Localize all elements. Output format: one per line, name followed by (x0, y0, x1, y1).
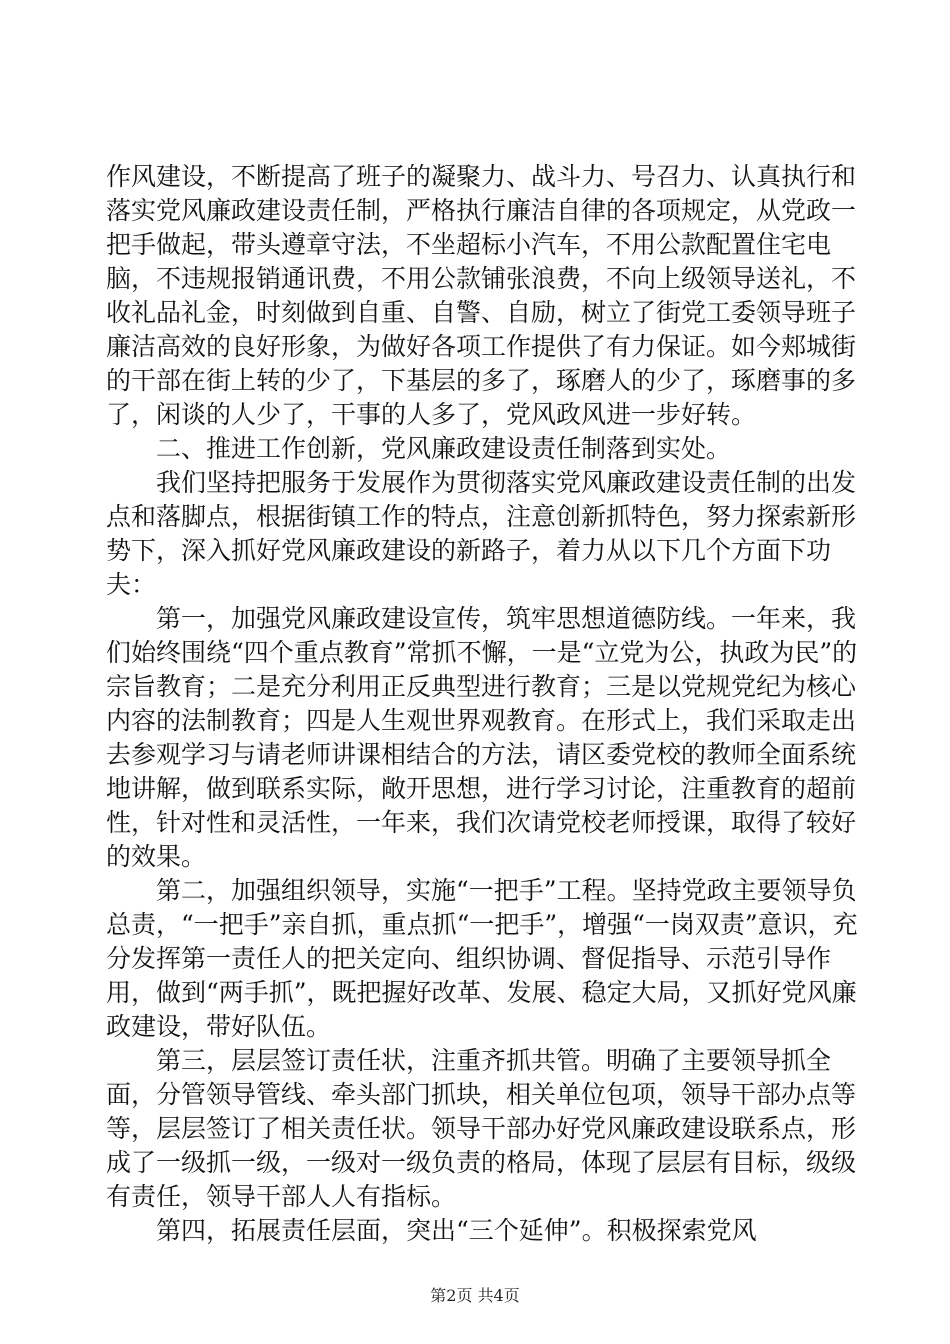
paragraph: 我们坚持把服务于发展作为贯彻落实党风廉政建设责任制的出发点和落脚点，根据街镇工作的特点，注意创新抓特色，努力探索新形势下，深入抓好党风廉政建设的新路子，着力从以下几个方面下功夫： (106, 468, 857, 599)
section-heading: 二、推进工作创新，党风廉政建设责任制落到实处。 (156, 434, 732, 463)
page-number: 第2页 共4页 (430, 1286, 520, 1305)
paragraph: 第一，加强党风廉政建设宣传，筑牢思想道德防线。一年来，我们始终围绕“四个重点教育”常抓不懈，一是“立党为公，执政为民”的宗旨教育；二是充分利用正反典型进行教育；三是以党规党纪为核心内容的法制教育；四是人生观世界观教育。在形式上，我们采取走出去参观学习与请老师讲课相结合的方法，请区委党校的教师全面系统地讲解，做到联系实际，敞开思想，进行学习讨论，注重教育的超前性，针对性和灵活性，一年来，我们次请党校老师授课，取得了较好的效果。 (106, 604, 858, 871)
paragraph-truncated: 第四，拓展责任层面，突出“三个延伸”。积极探索党风 (156, 1216, 757, 1245)
paragraph: 第二，加强组织领导，实施“一把手”工程。坚持党政主要领导负总责，“一把手”亲自抓，重点抓“一把手”，增强“一岗双责”意识，充分发挥第一责任人的把关定向、组织协调、督促指导、示范引导作用，做到“两手抓”，既把握好改革、发展、稳定大局，又抓好党风廉政建设，带好队伍。 (106, 876, 858, 1041)
paragraph-continued: 作风建设，不断提高了班子的凝聚力、战斗力、号召力、认真执行和落实党风廉政建设责任制，严格执行廉洁自律的各项规定，从党政一把手做起，带头遵章守法，不坐超标小汽车，不用公款配置住宅电脑，不违规报销通讯费，不用公款铺张浪费，不向上级领导送礼，不收礼品礼金，时刻做到自重、自警、自励，树立了街党工委领导班子廉洁高效的良好形象，为做好各项工作提供了有力保证。如今郏城街的干部在街上转的少了，下基层的多了，琢磨人的少了，琢磨事的多了，闲谈的人少了，干事的人多了，党风政风进一步好转。 (106, 162, 857, 429)
body-text (106, 160, 858, 1248)
paragraph: 第三，层层签订责任状，注重齐抓共管。明确了主要领导抓全面，分管领导管线、牵头部门抓块，相关单位包项，领导干部办点等等，层层签订了相关责任状。领导干部办好党风廉政建设联系点，形成了一级抓一级，一级对一级负责的格局，体现了层层有目标，级级有责任，领导干部人人有指标。 (106, 1046, 857, 1211)
page-footer (0, 1283, 950, 1306)
